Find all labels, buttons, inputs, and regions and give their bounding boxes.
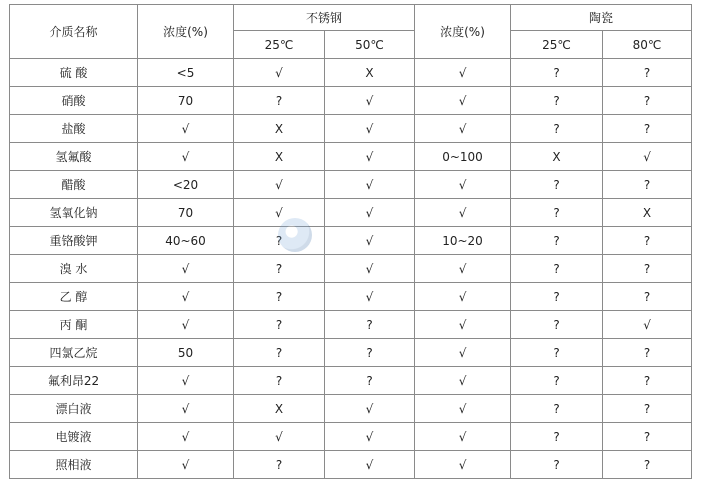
steel-25c-cell: ? xyxy=(234,367,325,395)
ceramic-80c-cell: ? xyxy=(603,171,692,199)
header-ceramic: 陶瓷 xyxy=(511,5,692,31)
concentration-ceramic-cell: √ xyxy=(415,283,511,311)
concentration-steel-cell: 70 xyxy=(138,199,234,227)
table-row xyxy=(10,367,692,395)
steel-25c-cell: √ xyxy=(234,423,325,451)
steel-25c-cell: X xyxy=(234,395,325,423)
medium-cell: 氢氟酸 xyxy=(10,143,138,171)
table-row xyxy=(10,115,692,143)
header-ceramic-80c: 80℃ xyxy=(603,31,692,59)
medium-cell: 漂白液 xyxy=(10,395,138,423)
concentration-steel-cell: √ xyxy=(138,367,234,395)
steel-50c-cell: √ xyxy=(325,255,415,283)
steel-25c-cell: ? xyxy=(234,227,325,255)
concentration-ceramic-cell: √ xyxy=(415,367,511,395)
steel-50c-cell: √ xyxy=(325,451,415,479)
steel-50c-cell: ? xyxy=(325,367,415,395)
medium-cell: 溴 水 xyxy=(10,255,138,283)
table-row xyxy=(10,59,692,87)
steel-50c-cell: √ xyxy=(325,87,415,115)
medium-cell: 重铬酸钾 xyxy=(10,227,138,255)
concentration-steel-cell: √ xyxy=(138,143,234,171)
concentration-ceramic-cell: √ xyxy=(415,451,511,479)
ceramic-25c-cell: ? xyxy=(511,311,603,339)
concentration-steel-cell: <20 xyxy=(138,171,234,199)
steel-50c-cell: X xyxy=(325,59,415,87)
medium-cell: 氢氧化钠 xyxy=(10,199,138,227)
ceramic-25c-cell: ? xyxy=(511,227,603,255)
medium-cell: 盐酸 xyxy=(10,115,138,143)
table-row xyxy=(10,199,692,227)
ceramic-80c-cell: ? xyxy=(603,255,692,283)
table-row xyxy=(10,227,692,255)
steel-50c-cell: √ xyxy=(325,227,415,255)
concentration-ceramic-cell: √ xyxy=(415,199,511,227)
concentration-steel-cell: √ xyxy=(138,451,234,479)
ceramic-80c-cell: ? xyxy=(603,59,692,87)
concentration-steel-cell: 40~60 xyxy=(138,227,234,255)
header-ceramic-25c: 25℃ xyxy=(511,31,603,59)
medium-cell: 硫 酸 xyxy=(10,59,138,87)
table-row xyxy=(10,87,692,115)
concentration-steel-cell: 70 xyxy=(138,87,234,115)
concentration-steel-cell: √ xyxy=(138,255,234,283)
ceramic-80c-cell: ? xyxy=(603,283,692,311)
table-row xyxy=(10,255,692,283)
steel-50c-cell: √ xyxy=(325,423,415,451)
ceramic-25c-cell: ? xyxy=(511,255,603,283)
ceramic-80c-cell: ? xyxy=(603,367,692,395)
steel-50c-cell: √ xyxy=(325,199,415,227)
concentration-ceramic-cell: √ xyxy=(415,171,511,199)
header-stainless-steel: 不锈钢 xyxy=(234,5,415,31)
medium-cell: 丙 酮 xyxy=(10,311,138,339)
medium-cell: 照相液 xyxy=(10,451,138,479)
header-steel-25c: 25℃ xyxy=(234,31,325,59)
ceramic-25c-cell: ? xyxy=(511,59,603,87)
medium-cell: 电镀液 xyxy=(10,423,138,451)
table-row xyxy=(10,451,692,479)
concentration-steel-cell: √ xyxy=(138,311,234,339)
concentration-ceramic-cell: √ xyxy=(415,255,511,283)
ceramic-80c-cell: ? xyxy=(603,423,692,451)
corrosion-table xyxy=(9,4,692,479)
ceramic-25c-cell: ? xyxy=(511,87,603,115)
ceramic-25c-cell: ? xyxy=(511,367,603,395)
ceramic-25c-cell: ? xyxy=(511,199,603,227)
ceramic-80c-cell: ? xyxy=(603,339,692,367)
concentration-ceramic-cell: √ xyxy=(415,423,511,451)
concentration-steel-cell: √ xyxy=(138,423,234,451)
steel-25c-cell: ? xyxy=(234,255,325,283)
steel-25c-cell: ? xyxy=(234,87,325,115)
ceramic-25c-cell: ? xyxy=(511,115,603,143)
steel-50c-cell: √ xyxy=(325,115,415,143)
ceramic-80c-cell: √ xyxy=(603,143,692,171)
table-row xyxy=(10,171,692,199)
concentration-ceramic-cell: √ xyxy=(415,115,511,143)
steel-50c-cell: √ xyxy=(325,395,415,423)
ceramic-25c-cell: ? xyxy=(511,171,603,199)
steel-25c-cell: ? xyxy=(234,311,325,339)
ceramic-25c-cell: ? xyxy=(511,283,603,311)
steel-25c-cell: X xyxy=(234,143,325,171)
steel-50c-cell: ? xyxy=(325,339,415,367)
concentration-ceramic-cell: 0~100 xyxy=(415,143,511,171)
concentration-steel-cell: √ xyxy=(138,115,234,143)
concentration-steel-cell: √ xyxy=(138,395,234,423)
steel-25c-cell: √ xyxy=(234,171,325,199)
concentration-steel-cell: √ xyxy=(138,283,234,311)
concentration-ceramic-cell: √ xyxy=(415,339,511,367)
medium-cell: 乙 醇 xyxy=(10,283,138,311)
medium-cell: 硝酸 xyxy=(10,87,138,115)
ceramic-80c-cell: ? xyxy=(603,451,692,479)
ceramic-25c-cell: ? xyxy=(511,423,603,451)
ceramic-80c-cell: ? xyxy=(603,227,692,255)
header-steel-50c: 50℃ xyxy=(325,31,415,59)
table-row xyxy=(10,423,692,451)
concentration-steel-cell: 50 xyxy=(138,339,234,367)
concentration-ceramic-cell: √ xyxy=(415,395,511,423)
ceramic-25c-cell: ? xyxy=(511,451,603,479)
table-row xyxy=(10,283,692,311)
concentration-ceramic-cell: √ xyxy=(415,59,511,87)
concentration-ceramic-cell: √ xyxy=(415,87,511,115)
concentration-ceramic-cell: √ xyxy=(415,311,511,339)
medium-cell: 醋酸 xyxy=(10,171,138,199)
concentration-steel-cell: <5 xyxy=(138,59,234,87)
ceramic-80c-cell: X xyxy=(603,199,692,227)
steel-25c-cell: ? xyxy=(234,339,325,367)
steel-25c-cell: ? xyxy=(234,283,325,311)
steel-50c-cell: √ xyxy=(325,283,415,311)
medium-cell: 氟利昂22 xyxy=(10,367,138,395)
header-medium: 介质名称 xyxy=(10,5,138,59)
table-row xyxy=(10,311,692,339)
ceramic-80c-cell: ? xyxy=(603,115,692,143)
steel-25c-cell: X xyxy=(234,115,325,143)
header-concentration-steel: 浓度(%) xyxy=(138,5,234,59)
steel-25c-cell: ? xyxy=(234,451,325,479)
ceramic-80c-cell: ? xyxy=(603,395,692,423)
table-row xyxy=(10,395,692,423)
steel-50c-cell: ? xyxy=(325,311,415,339)
ceramic-80c-cell: ? xyxy=(603,87,692,115)
ceramic-25c-cell: ? xyxy=(511,339,603,367)
table-row xyxy=(10,143,692,171)
ceramic-25c-cell: ? xyxy=(511,395,603,423)
steel-50c-cell: √ xyxy=(325,143,415,171)
ceramic-25c-cell: X xyxy=(511,143,603,171)
concentration-ceramic-cell: 10~20 xyxy=(415,227,511,255)
header-concentration-ceramic: 浓度(%) xyxy=(415,5,511,59)
ceramic-80c-cell: √ xyxy=(603,311,692,339)
table-row xyxy=(10,339,692,367)
steel-50c-cell: √ xyxy=(325,171,415,199)
medium-cell: 四氯乙烷 xyxy=(10,339,138,367)
steel-25c-cell: √ xyxy=(234,59,325,87)
steel-25c-cell: √ xyxy=(234,199,325,227)
